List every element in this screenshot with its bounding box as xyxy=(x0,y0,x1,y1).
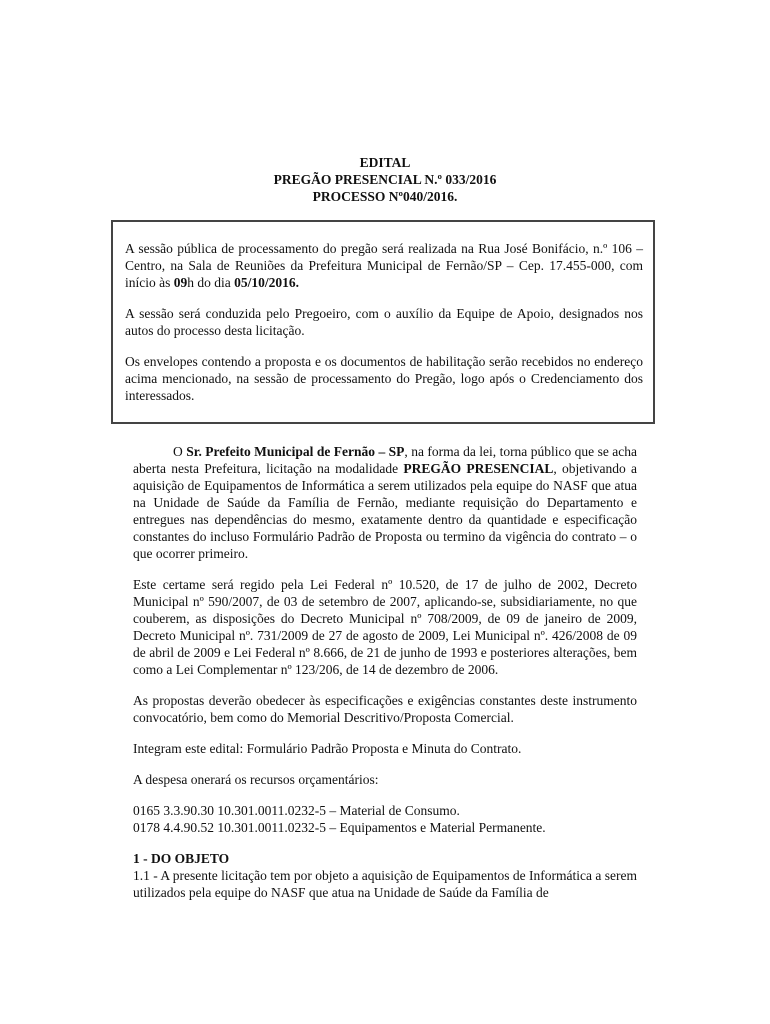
legislation-paragraph: Este certame será regido pela Lei Federal nº 10.520, de 17 de julho de 2002, Decreto Municipal nº 590/2007, de 03 de setembro de 2007, aplicando-se, subsidiariamente, no que couberem, as disposições do Decreto Municipal nº 708/2009, de 09 de janeiro de 2009, Decreto Municipal nº. 731/2009 de 27 de agosto de 2009, Lei Municipal nº. 426/2008 de 09 de abril de 2009 e Lei Federal nº 8.666, de 21 de junho de 1993 e posteriores alterações, bem como a Lei Complementar nº 123/206, de 14 de dezembro de 2006. xyxy=(133,577,637,677)
despesa-paragraph: A despesa onerará os recursos orçamentários: xyxy=(133,772,379,787)
section-objeto-text: 1.1 - A presente licitação tem por objeto a aquisição de Equipamentos de Informática a serem utilizados pela equipe do NASF que atua na Unidade de Saúde da Família de xyxy=(133,868,637,900)
budget-line-2: 0178 4.4.90.52 10.301.0011.0232-5 – Equipamentos e Material Permanente. xyxy=(133,820,546,835)
session-day-text: h do dia xyxy=(187,275,235,290)
budget-lines xyxy=(133,802,637,836)
session-conduct-paragraph: A sessão será conduzida pelo Pregoeiro, com o auxílio da Equipe de Apoio, designados nos autos do processo desta licitação. xyxy=(125,306,643,338)
intro-modality: PREGÃO PRESENCIAL xyxy=(403,461,554,476)
intro-text-c: , objetivando a aquisição de Equipamentos de Informática a serem utilizados pela equipe do NASF que atua na Unidade de Saúde da Família de Fernão, mediante requisição do Departamento e entregues nas dependências do mesmo, exatamente dentro da quantidade e especificação constantes do incluso Formulário Padrão de Proposta ou termino da vigência do contrato – o que ocorrer primeiro. xyxy=(133,461,637,561)
session-hour: 09 xyxy=(173,275,188,290)
section-title-objeto: 1 - DO OBJETO xyxy=(133,851,230,866)
intro-authority: Sr. Prefeito Municipal de Fernão – SP xyxy=(186,444,405,459)
document-body xyxy=(133,443,637,915)
session-info-box xyxy=(111,220,655,424)
intro-paragraph xyxy=(133,443,637,562)
heading-edital: EDITAL xyxy=(359,155,411,170)
session-location-paragraph xyxy=(125,240,643,291)
intro-text-a: O xyxy=(173,444,187,459)
heading-pregao: PREGÃO PRESENCIAL N.º 033/2016 xyxy=(273,172,497,187)
session-date: 05/10/2016. xyxy=(234,275,300,290)
session-location-text: A sessão pública de processamento do pregão será realizada na Rua José Bonifácio, n.º 106 – Centro, na Sala de Reuniões da Prefeitura Municipal de Fernão/SP – Cep. 17.455-000, com início às xyxy=(125,241,643,290)
proposals-paragraph: As propostas deverão obedecer às especificações e exigências constantes deste instrumento convocatório, bem como do Memorial Descritivo/Proposta Comercial. xyxy=(133,693,637,725)
document-heading xyxy=(0,154,770,205)
budget-line-1: 0165 3.3.90.30 10.301.0011.0232-5 – Material de Consumo. xyxy=(133,803,460,818)
intro-text-b: , na forma da lei, torna público que se acha aberta nesta Prefeitura, licitação na modalidade xyxy=(133,444,638,476)
objeto-section xyxy=(133,850,637,901)
integram-paragraph: Integram este edital: Formulário Padrão Proposta e Minuta do Contrato. xyxy=(133,741,522,756)
envelopes-paragraph: Os envelopes contendo a proposta e os documentos de habilitação serão recebidos no endereço acima mencionado, na sessão de processamento do Pregão, logo após o Credenciamento dos interessados. xyxy=(125,354,643,403)
heading-processo: PROCESSO Nº040/2016. xyxy=(312,189,458,204)
